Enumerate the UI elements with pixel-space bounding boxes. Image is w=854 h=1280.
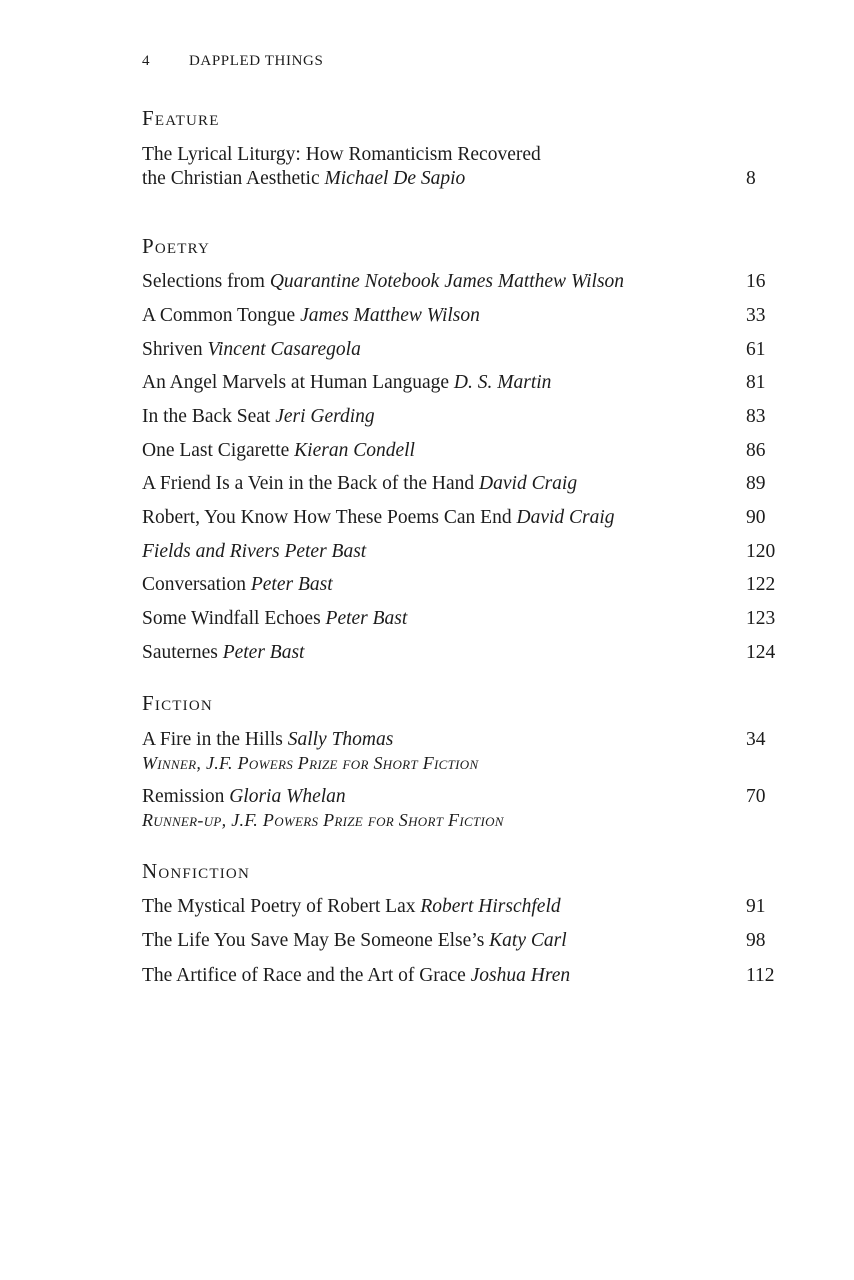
toc-entry[interactable] <box>142 540 782 564</box>
entry-page: 98 <box>746 930 766 951</box>
entry-page: 112 <box>746 965 775 986</box>
entry-title: In the Back Seat <box>142 406 271 427</box>
entry-title: Shriven <box>142 339 203 360</box>
entry-title: An Angel Marvels at Human Language <box>142 372 450 393</box>
toc-entry[interactable] <box>142 641 782 665</box>
entry-author: Peter Bast <box>325 608 408 629</box>
toc-entry[interactable] <box>142 785 782 831</box>
entry-title: A Friend Is a Vein in the Back of the Hand <box>142 473 475 494</box>
entry-title: A Fire in the Hills <box>142 729 283 750</box>
entry-author: James Matthew Wilson <box>300 305 480 326</box>
section-heading-poetry: Poetry <box>142 234 211 258</box>
entry-page: 91 <box>746 896 766 917</box>
toc-entry[interactable] <box>142 929 782 953</box>
toc-entry[interactable] <box>142 895 782 919</box>
entry-author: David Craig <box>516 507 615 528</box>
entry-page: 34 <box>746 729 766 750</box>
entry-page: 122 <box>746 574 776 595</box>
entry-page: 61 <box>746 339 766 360</box>
toc-entry[interactable] <box>142 405 782 429</box>
toc-entry[interactable] <box>142 506 782 530</box>
entry-page: 123 <box>746 608 776 629</box>
entry-title: Quarantine Notebook <box>269 271 440 292</box>
entry-page: 16 <box>746 271 766 292</box>
entry-title: The Lyrical Liturgy: How Romanticism Recovered <box>142 144 541 165</box>
entry-page: 89 <box>746 473 766 494</box>
toc-entry[interactable] <box>142 439 782 463</box>
entry-page: 83 <box>746 406 766 427</box>
entry-author: Katy Carl <box>489 930 567 951</box>
entry-author: Robert Hirschfeld <box>420 896 561 917</box>
entry-page: 70 <box>746 786 766 807</box>
entry-title: The Life You Save May Be Someone Else’s <box>142 930 485 951</box>
running-head <box>142 53 323 70</box>
entry-page: 90 <box>746 507 766 528</box>
entry-author: David Craig <box>479 473 578 494</box>
entry-author: Sally Thomas <box>287 729 394 750</box>
entry-title: the Christian Aesthetic <box>142 168 320 189</box>
entry-author: D. S. Martin <box>453 372 552 393</box>
toc-entry[interactable] <box>142 338 782 362</box>
entry-page: 120 <box>746 541 776 562</box>
page-number: 4 <box>142 53 151 69</box>
entry-title-prefix: Selections from <box>142 271 265 292</box>
entry-page: 86 <box>746 440 766 461</box>
entry-author: Gloria Whelan <box>229 786 346 807</box>
entry-author: Peter Bast <box>250 574 333 595</box>
toc-entry[interactable] <box>142 143 782 191</box>
entry-title: Fields and Rivers <box>142 541 280 562</box>
entry-page: 33 <box>746 305 766 326</box>
toc-entry[interactable] <box>142 270 782 294</box>
toc-entry[interactable] <box>142 728 782 774</box>
entry-author: Michael De Sapio <box>324 168 466 189</box>
entry-author: Jeri Gerding <box>275 406 375 427</box>
entry-author: Kieran Condell <box>294 440 415 461</box>
prize-note: Runner-up, J.F. Powers Prize for Short Fiction <box>142 810 504 830</box>
entry-title: Sauternes <box>142 642 218 663</box>
entry-page: 124 <box>746 642 776 663</box>
toc-entry[interactable] <box>142 964 782 988</box>
entry-title: Some Windfall Echoes <box>142 608 321 629</box>
entry-author: Peter Bast <box>284 541 367 562</box>
entry-author: Vincent Casaregola <box>207 339 361 360</box>
section-heading-fiction: Fiction <box>142 691 213 715</box>
entry-author: Peter Bast <box>222 642 305 663</box>
entry-title: A Common Tongue <box>142 305 296 326</box>
toc-entry[interactable] <box>142 607 782 631</box>
entry-title: Remission <box>142 786 225 807</box>
toc-entry[interactable] <box>142 573 782 597</box>
entry-title: Conversation <box>142 574 246 595</box>
entry-title: Robert, You Know How These Poems Can End <box>142 507 512 528</box>
entry-author: James Matthew Wilson <box>444 271 625 292</box>
section-heading-feature: Feature <box>142 106 220 130</box>
toc-entry[interactable] <box>142 304 782 328</box>
journal-title: DAPPLED THINGS <box>189 53 324 69</box>
entry-title: One Last Cigarette <box>142 440 290 461</box>
entry-page: 81 <box>746 372 766 393</box>
section-heading-nonfiction: Nonfiction <box>142 859 250 883</box>
toc-entry[interactable] <box>142 472 782 496</box>
toc-entry[interactable] <box>142 371 782 395</box>
entry-title: The Mystical Poetry of Robert Lax <box>142 896 416 917</box>
entry-author: Joshua Hren <box>470 965 571 986</box>
entry-title: The Artifice of Race and the Art of Grace <box>142 965 466 986</box>
entry-page: 8 <box>746 168 756 189</box>
prize-note: Winner, J.F. Powers Prize for Short Fiction <box>142 753 479 773</box>
